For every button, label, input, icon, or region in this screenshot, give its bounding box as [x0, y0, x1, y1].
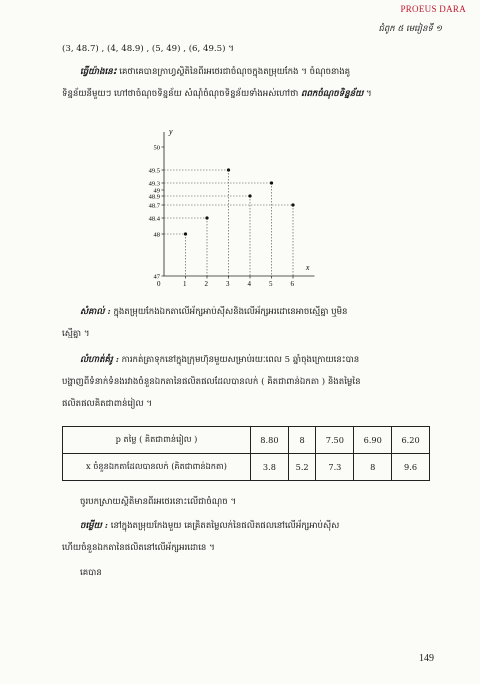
answer-line-2: ហើយចំនួនឯកតានៃផលិតនៅលើអ័ក្សអរដោនេ ។ [62, 543, 215, 553]
y-tick-label: 48.9 [148, 193, 160, 201]
data-point [184, 232, 187, 235]
y-tick-label: 48.4 [148, 215, 160, 223]
exercise-label: លំហាត់គំរូ : [80, 355, 119, 365]
table-cell: 3.8 [251, 454, 289, 481]
data-point [205, 216, 208, 219]
table-row [63, 454, 430, 481]
y-tick-label: 49 [153, 187, 160, 195]
note-line-2: ស្មើគ្នា ។ [62, 329, 90, 339]
y-tick-label: 49.5 [148, 167, 160, 175]
y-tick-label: 47 [153, 273, 160, 281]
note-text-1: ក្នុងតម្រុយកែងឯកតាលើអ័ក្សអាប់ស៊ីសនិងលើអ័ក្សអរដោនេអាចស្មើគ្នា ឬមិន [110, 307, 348, 317]
intro-end: ។ [363, 89, 372, 99]
answer-label: ចម្លើយ : [80, 521, 108, 531]
table-cell: 6.90 [354, 427, 392, 454]
table-cell: 8.80 [251, 427, 289, 454]
x-tick-label: 1 [183, 280, 187, 288]
brand-label: PROEUS DARA [400, 4, 466, 14]
x-tick-label: 3 [226, 280, 230, 288]
intro-term: ពពកចំណុចទិន្នន័យ [300, 89, 364, 99]
x-tick-label: 2 [204, 280, 208, 288]
data-table [62, 426, 430, 481]
page-number: 149 [419, 653, 434, 664]
chapter-heading: ជំពូក ៥ មេរៀនទី ១ [378, 24, 442, 34]
table-row [63, 427, 430, 454]
y-tick-label: 50 [153, 144, 160, 152]
closing-line: គេបាន [80, 568, 102, 578]
x-tick-label: 6 [290, 280, 294, 288]
exercise-line-1 [80, 352, 359, 369]
x-tick-label: 0 [157, 280, 161, 288]
y-axis-label: y [169, 127, 173, 136]
task-line: ចូរបកស្រាយស្ថិតិមានពីរអថេរនោះលើជាចំណុច ។ [80, 497, 237, 507]
y-tick-label: 48 [153, 231, 160, 239]
table-cell: 8 [288, 427, 316, 454]
note-label: សំគាល់ : [80, 307, 111, 317]
y-tick-label: 49.3 [148, 180, 160, 188]
exercise-text-1: ការកត់ត្រាទុកនៅក្នុងក្រុមហ៊ុនមួយសម្រាប់រយៈពេល 5 ឆ្នាំចុងក្រោយនេះបាន [118, 355, 360, 365]
scatter-chart [140, 116, 340, 296]
answer-text-1: នៅក្នុងតម្រុយកែងមួយ គេគ្រិតតម្លៃលក់នៃផលិតផលនៅលើអ័ក្សអាប់ស៊ីស [107, 521, 340, 531]
row-label: p តម្លៃ ( គិតជាពាន់រៀល ) [63, 427, 251, 454]
answer-line-1 [80, 518, 339, 535]
data-point [291, 203, 294, 206]
intro-text-2: ទិន្នន័យនីមួយៗ ហៅថាចំណុចទិន្នន័យ សំណុំចំណុចទិន្នន័យទាំងអស់ហៅថា [62, 89, 301, 99]
data-point [248, 194, 251, 197]
table-cell: 9.6 [392, 454, 430, 481]
table-cell: 7.3 [316, 454, 354, 481]
data-point [227, 168, 230, 171]
x-tick-label: 4 [247, 280, 251, 288]
note-line-1 [80, 304, 348, 321]
intro-text-1: គេថាគេបានក្រាហ្វស្ថិតិនៃពីរអថេរជាចំណុចក្នុងតម្រុយកែង ។ ចំណុចនាងគូ [116, 67, 351, 77]
x-axis-label: x [305, 263, 310, 272]
x-tick-label: 5 [269, 280, 273, 288]
exercise-line-3: ផលិតផលគិតជាពាន់រៀល ។ [62, 399, 153, 409]
exercise-line-2: បង្ហាញពីទំនាក់ទំនងរវាងចំនួនឯកតានៃផលិតផលដែលបានលក់ ( គិតជាពាន់ឯកតា ) និងតម្លៃនៃ [62, 377, 361, 387]
table-cell: 7.50 [316, 427, 354, 454]
table-cell: 5.2 [288, 454, 316, 481]
row-label: x ចំនួនឯកតាដែលបានលក់ (គិតជាពាន់ឯកតា) [63, 454, 251, 481]
intro-line-2 [62, 86, 372, 103]
data-point [270, 181, 273, 184]
table-cell: 6.20 [392, 427, 430, 454]
intro-bold: ធ្វើយ៉ាងនេះ [80, 67, 117, 77]
points-line: (3, 48.7) , (4, 48.9) , (5, 49) , (6, 49.5) ។ [62, 44, 234, 54]
intro-line-1 [80, 64, 350, 81]
y-tick-label: 48.7 [148, 202, 160, 210]
table-cell: 8 [354, 454, 392, 481]
